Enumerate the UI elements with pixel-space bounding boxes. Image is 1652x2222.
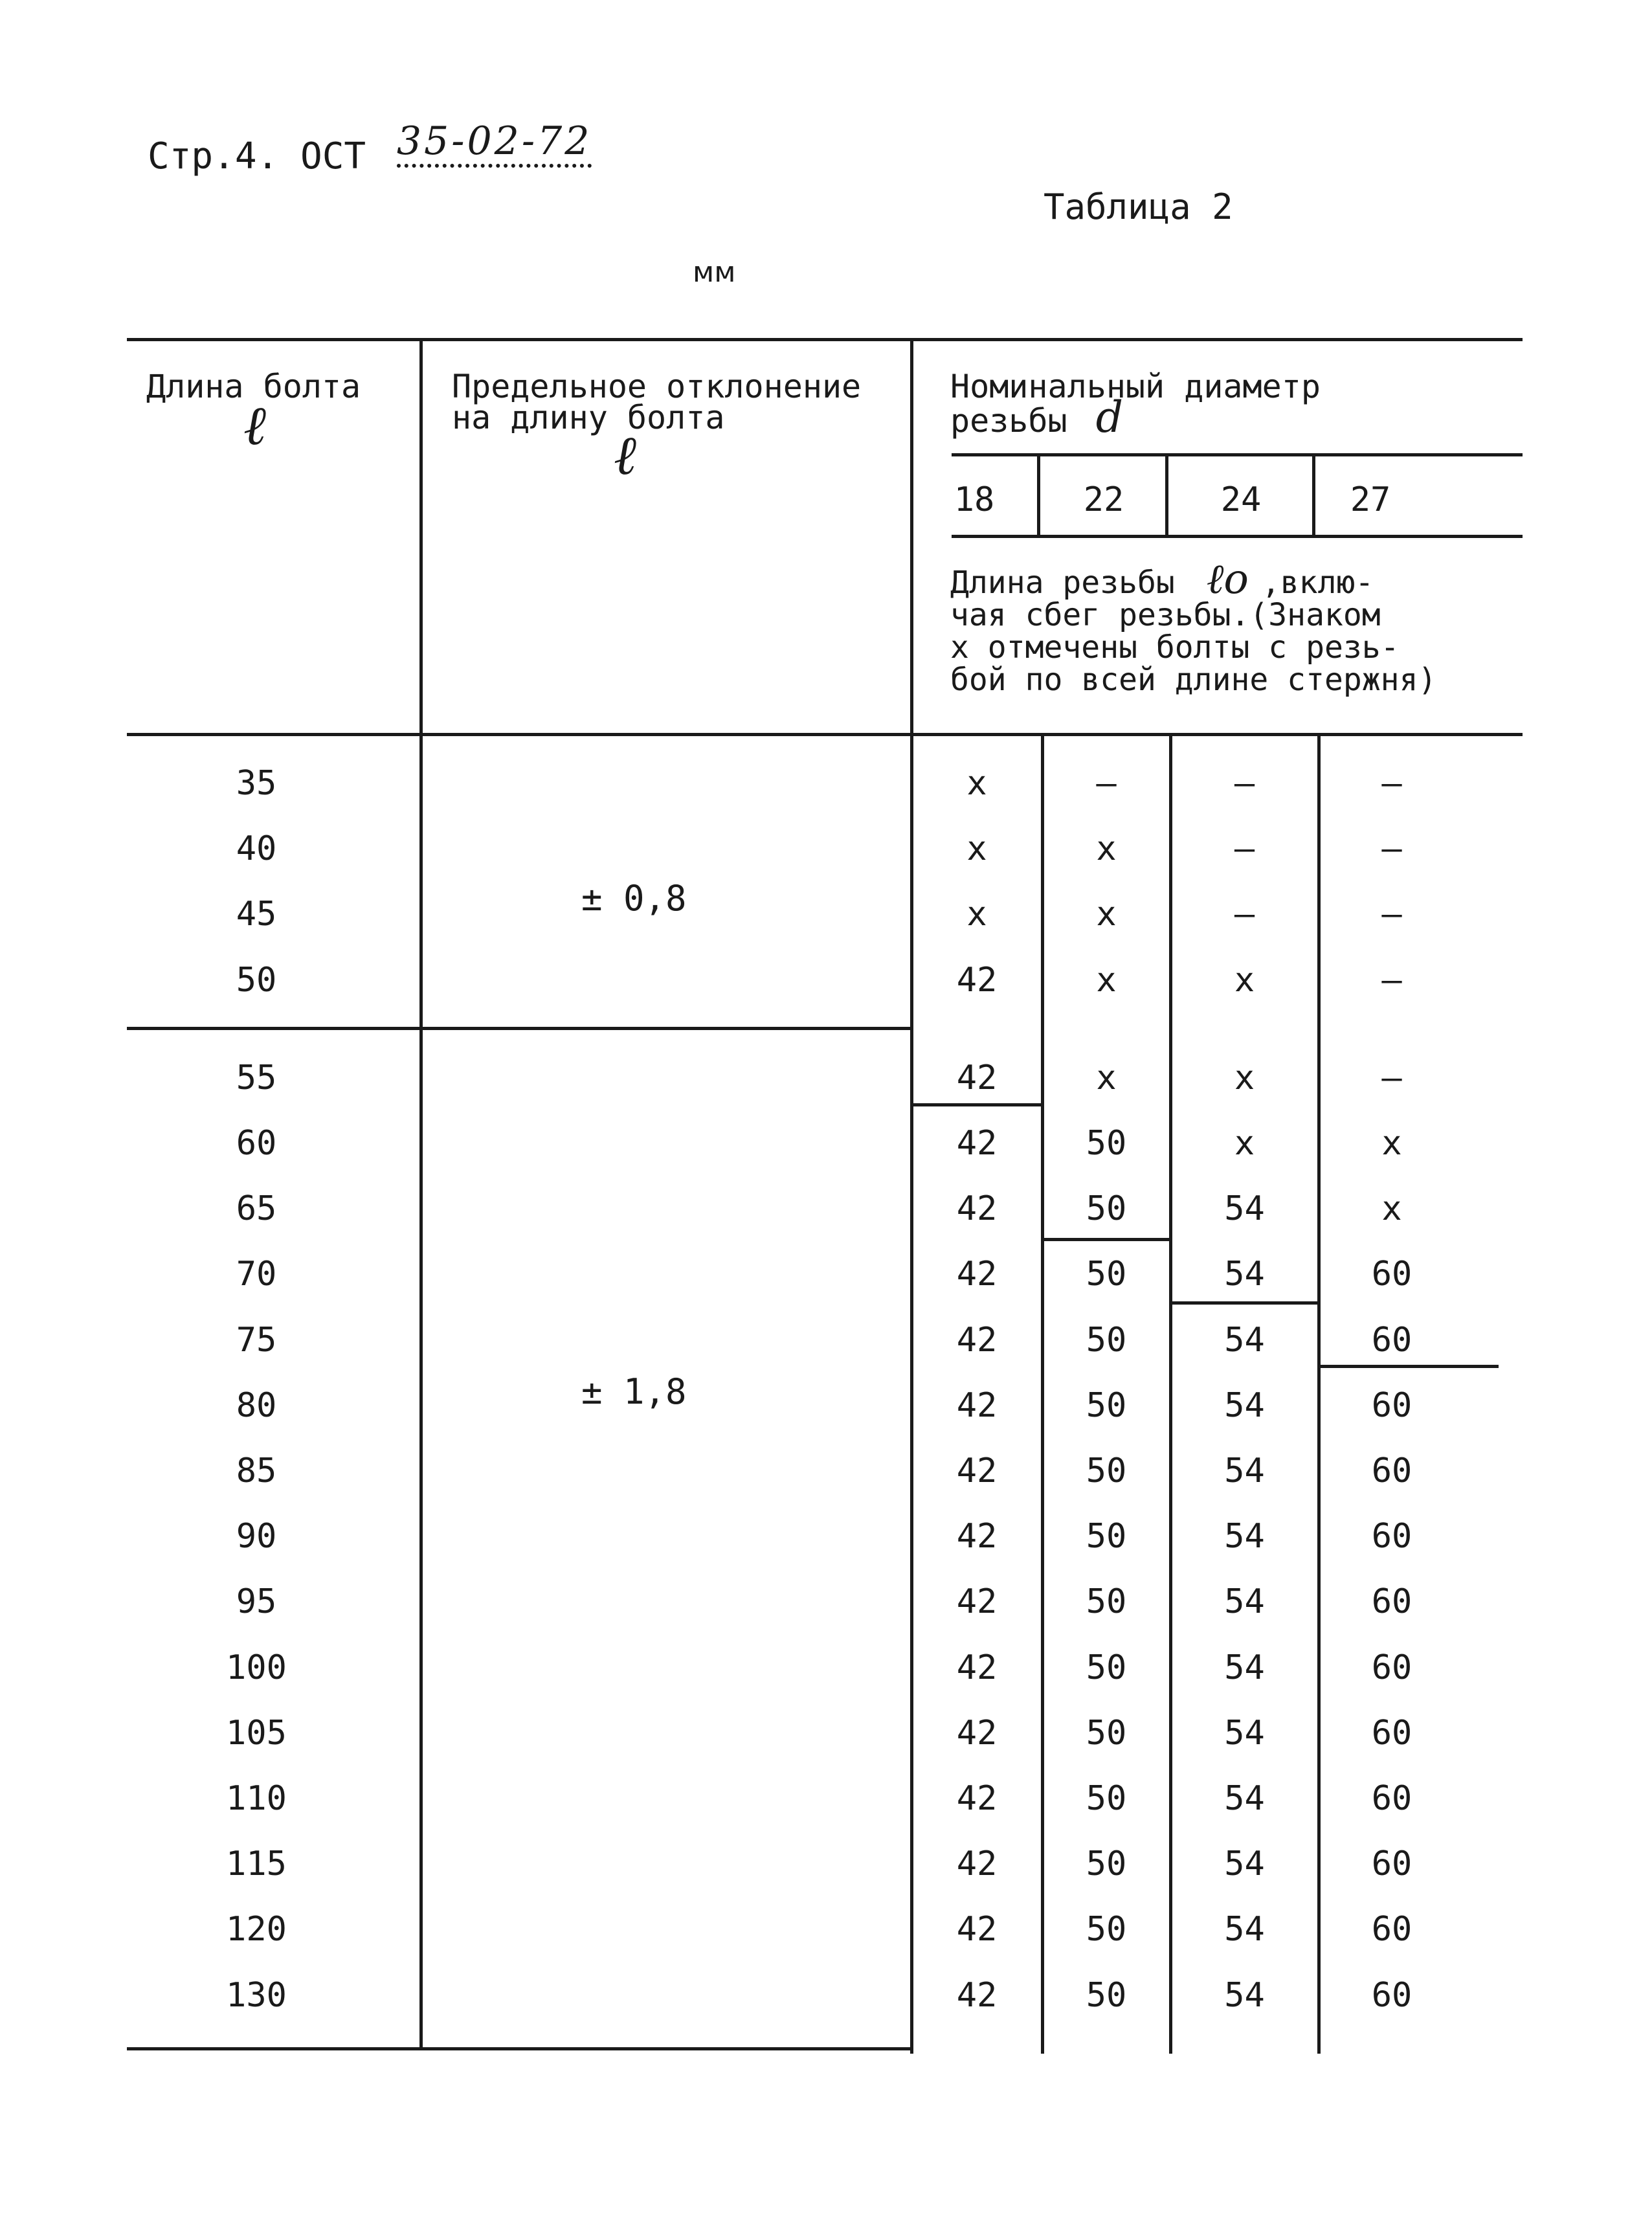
diameter-symbol: d <box>1095 392 1123 442</box>
diameter-27: 27 <box>1350 480 1391 519</box>
thread-note-line2: чая сбег резьбы.(Знаком <box>950 597 1381 633</box>
thread-d22-cell: x <box>1096 1058 1117 1097</box>
thread-d27-cell: – <box>1381 829 1402 869</box>
length-header-label: Длина болта <box>146 368 361 405</box>
thread-d18-cell: 42 <box>956 960 998 1000</box>
thread-d24-cell: 54 <box>1224 1517 1265 1556</box>
thread-d22-cell: 50 <box>1086 1320 1127 1360</box>
thread-d27-cell: – <box>1381 960 1402 1000</box>
bolt-length-cell: 100 <box>226 1648 287 1687</box>
table-top-rule <box>127 338 1523 341</box>
diameter-18: 18 <box>954 480 995 519</box>
thread-d24-cell: 54 <box>1224 1386 1265 1425</box>
bolt-length-cell: 60 <box>236 1124 277 1163</box>
bolt-length-cell: 90 <box>236 1517 277 1556</box>
thread-d24-cell: 54 <box>1224 1779 1265 1818</box>
bolt-length-cell: 110 <box>226 1779 287 1818</box>
length-column-header <box>146 368 361 457</box>
bolt-length-cell: 120 <box>226 1910 287 1949</box>
thread-d22-cell: x <box>1096 829 1117 869</box>
thread-d18-cell: 42 <box>956 1517 998 1556</box>
step-rule-d18 <box>910 1103 1044 1106</box>
bolt-length-cell: 80 <box>236 1386 277 1425</box>
thread-d24-cell: 54 <box>1224 1582 1265 1622</box>
bolt-length-cell: 85 <box>236 1452 277 1490</box>
bolt-length-cell: 75 <box>236 1320 277 1360</box>
bolt-length-cell: 55 <box>236 1058 277 1097</box>
bolt-length-cell: 35 <box>236 764 277 803</box>
thread-d27-cell: 60 <box>1371 1713 1412 1753</box>
thread-d18-cell: 42 <box>956 1386 998 1425</box>
thread-d27-cell: 60 <box>1371 1845 1412 1884</box>
length-symbol: ℓ <box>243 394 266 457</box>
bolt-length-cell: 65 <box>236 1189 277 1229</box>
thread-d22-cell: 50 <box>1086 1779 1127 1818</box>
diameter-22: 22 <box>1083 480 1124 519</box>
thread-d18-cell: 42 <box>956 1189 998 1229</box>
thread-d18-cell: 42 <box>956 1320 998 1360</box>
thread-d27-cell: 60 <box>1371 1582 1412 1622</box>
diameter-header-line2: резьбы <box>950 402 1067 440</box>
thread-d22-cell: 50 <box>1086 1648 1127 1687</box>
thread-note-line4: бой по всей длине стержня) <box>950 662 1437 698</box>
thread-d27-cell: 60 <box>1371 1648 1412 1687</box>
thread-d22-cell: 50 <box>1086 1189 1127 1229</box>
thread-d27-cell: 60 <box>1371 1779 1412 1818</box>
diameter-header-line1: Номинальный диаметр <box>950 368 1321 405</box>
thread-d24-cell: 54 <box>1224 1975 1265 2015</box>
thread-d24-cell: 54 <box>1224 1189 1265 1229</box>
thread-d18-cell: 42 <box>956 1255 998 1294</box>
thread-d18-cell: 42 <box>956 1779 998 1818</box>
thread-d18-cell: x <box>966 829 987 869</box>
thread-d18-cell: 42 <box>956 1975 998 2015</box>
col-divider-1 <box>419 338 423 2048</box>
thread-d18-cell: 42 <box>956 1845 998 1884</box>
bolt-length-cell: 130 <box>226 1975 287 2015</box>
step-rule-d22 <box>1041 1238 1172 1241</box>
table-bottom-rule <box>127 2047 913 2050</box>
thread-d22-cell: 50 <box>1086 1582 1127 1622</box>
units-label: мм <box>693 256 736 289</box>
thread-d22-cell: – <box>1096 764 1117 803</box>
thread-d27-cell: 60 <box>1371 1386 1412 1425</box>
thread-d24-cell: x <box>1234 1058 1255 1097</box>
thread-d27-cell: 60 <box>1371 1255 1412 1294</box>
table-caption: Таблица 2 <box>1044 186 1233 227</box>
thread-d22-cell: 50 <box>1086 1910 1127 1949</box>
diameter-values-rule <box>952 535 1523 538</box>
bolt-length-cell: 50 <box>236 960 277 1000</box>
thread-d24-cell: 54 <box>1224 1648 1265 1687</box>
thread-d24-cell: 54 <box>1224 1255 1265 1294</box>
header-bottom-rule <box>127 733 1523 736</box>
thread-d22-cell: x <box>1096 895 1117 934</box>
thread-d27-cell: x <box>1381 1124 1402 1163</box>
thread-d22-cell: 50 <box>1086 1517 1127 1556</box>
thread-d27-cell: 60 <box>1371 1910 1412 1949</box>
thread-d24-cell: x <box>1234 1124 1255 1163</box>
thread-d18-cell: 42 <box>956 1582 998 1622</box>
thread-d22-cell: 50 <box>1086 1124 1127 1163</box>
tolerance-header-line2: на длину болта <box>452 399 725 436</box>
thread-d27-cell: – <box>1381 895 1402 934</box>
bolt-length-cell: 105 <box>226 1713 287 1753</box>
thread-d24-cell: 54 <box>1224 1320 1265 1360</box>
thread-d27-cell: 60 <box>1371 1517 1412 1556</box>
bolt-length-cell: 45 <box>236 895 277 934</box>
thread-d27-cell: 60 <box>1371 1975 1412 2015</box>
document-number: 35-02-72 <box>397 118 592 168</box>
thread-d22-cell: 50 <box>1086 1713 1127 1753</box>
thread-d24-cell: x <box>1234 960 1255 1000</box>
thread-note-line3: x отмечены болты с резь- <box>950 629 1400 666</box>
thread-d22-cell: x <box>1096 960 1117 1000</box>
thread-d18-cell: x <box>966 895 987 934</box>
bolt-length-cell: 95 <box>236 1582 277 1622</box>
thread-note-line1: Длина резьбы <box>950 565 1175 601</box>
thread-length-note <box>950 556 1437 698</box>
thread-d18-cell: 42 <box>956 1648 998 1687</box>
tolerance-group-1: ± 0,8 <box>581 878 687 919</box>
thread-d24-cell: – <box>1234 895 1255 934</box>
thread-d27-cell: x <box>1381 1189 1402 1229</box>
thread-d24-cell: – <box>1234 829 1255 869</box>
thread-d22-cell: 50 <box>1086 1452 1127 1490</box>
thread-d24-cell: – <box>1234 764 1255 803</box>
thread-d24-cell: 54 <box>1224 1713 1265 1753</box>
page-header <box>148 118 592 178</box>
thread-d22-cell: 50 <box>1086 1255 1127 1294</box>
thread-d18-cell: 42 <box>956 1910 998 1949</box>
tolerance-group-2: ± 1,8 <box>581 1371 687 1412</box>
header-prefix: Стр.4. ОСТ <box>148 135 366 177</box>
bolt-length-cell: 40 <box>236 829 277 869</box>
thread-note-line1-end: ,вклю- <box>1261 565 1374 601</box>
thread-length-symbol: ℓo <box>1206 556 1249 603</box>
thread-d27-cell: 60 <box>1371 1452 1412 1490</box>
thread-d27-cell: 60 <box>1371 1320 1412 1360</box>
diameter-column-header <box>950 368 1321 442</box>
thread-d27-cell: – <box>1381 1058 1402 1097</box>
thread-d18-cell: 42 <box>956 1452 998 1490</box>
thread-d22-cell: 50 <box>1086 1845 1127 1884</box>
tolerance-column-header <box>452 368 862 487</box>
tolerance-header-line1: Предельное отклонение <box>452 368 862 405</box>
thread-d18-cell: 42 <box>956 1713 998 1753</box>
thread-d18-cell: 42 <box>956 1124 998 1163</box>
tolerance-symbol: ℓ <box>614 423 636 487</box>
thread-d24-cell: 54 <box>1224 1845 1265 1884</box>
diameter-24: 24 <box>1220 480 1262 519</box>
bolt-length-cell: 115 <box>226 1845 287 1884</box>
thread-d24-cell: 54 <box>1224 1910 1265 1949</box>
thread-d18-cell: 42 <box>956 1058 998 1097</box>
bolt-length-cell: 70 <box>236 1255 277 1294</box>
thread-d27-cell: – <box>1381 764 1402 803</box>
thread-d22-cell: 50 <box>1086 1975 1127 2015</box>
thread-d18-cell: x <box>966 764 987 803</box>
thread-d24-cell: 54 <box>1224 1452 1265 1490</box>
step-rule-d27 <box>1317 1365 1499 1368</box>
tolerance-group-rule <box>127 1027 913 1030</box>
step-rule-d24 <box>1169 1301 1321 1305</box>
thread-d22-cell: 50 <box>1086 1386 1127 1425</box>
